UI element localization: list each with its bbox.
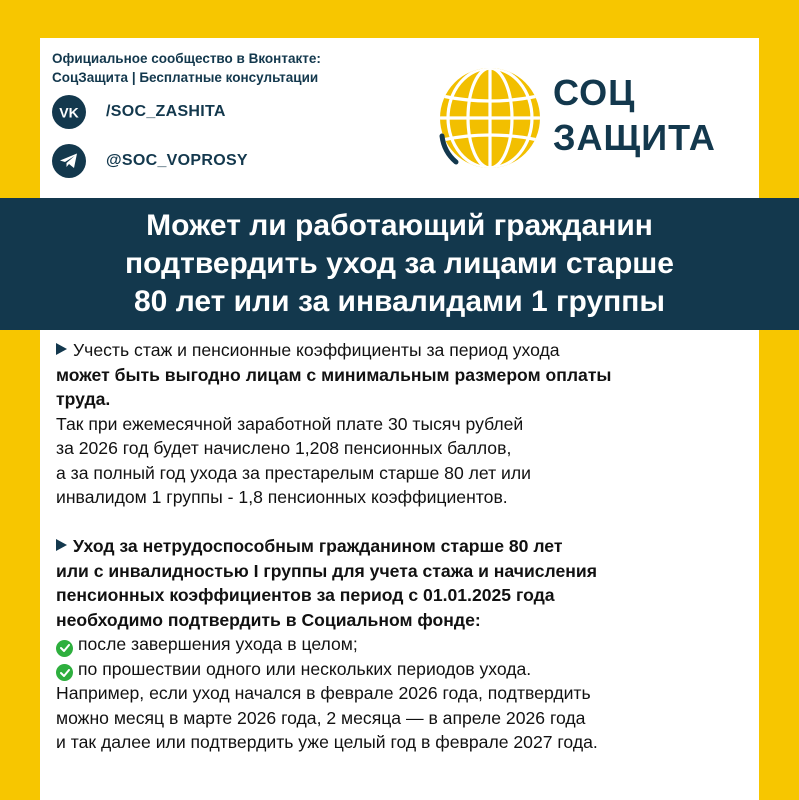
vk-icon bbox=[52, 95, 86, 129]
bullet-arrow-icon bbox=[56, 343, 67, 355]
paragraph-3-line: Например, если уход начался в феврале 2026 года, подтвердить bbox=[56, 683, 591, 703]
paragraph-3-line: можно месяц в марте 2026 года, 2 месяца — в апреле 2026 года bbox=[56, 707, 586, 728]
logo-wordmark bbox=[553, 70, 716, 160]
paragraph-3-line: и так далее или подтвердить уже целый год в феврале 2027 года. bbox=[56, 732, 598, 752]
bullet-arrow-icon bbox=[56, 539, 67, 551]
paragraph-2-line: или с инвалидностью I группы для учета стажа и начисления bbox=[56, 560, 597, 581]
text-run: Уход за нетрудоспособным гражданином старше 80 лет bbox=[73, 536, 563, 556]
title-banner bbox=[0, 198, 799, 330]
telegram-link[interactable] bbox=[52, 144, 248, 178]
vk-link[interactable] bbox=[52, 95, 226, 129]
vk-handle: /SOC_ZASHITA bbox=[106, 103, 226, 120]
paragraph-2-line: пенсионных коэффициентов за период с 01.01.2025 года bbox=[56, 585, 555, 605]
logo-line-2: ЗАЩИТА bbox=[553, 117, 716, 158]
community-line-1: Официальное сообщество в Вконтакте: bbox=[52, 51, 321, 66]
article-body bbox=[56, 338, 768, 755]
paragraph-1-line: инвалидом 1 группы - 1,8 пенсионных коэффициентов. bbox=[56, 487, 508, 507]
paragraph-1 bbox=[56, 338, 768, 510]
checklist bbox=[56, 632, 768, 681]
text-run: Учесть стаж и пенсионные коэффициенты за период ухода bbox=[73, 340, 560, 360]
paragraph-1-line: за 2026 год будет начислено 1,208 пенсионных баллов, bbox=[56, 438, 512, 458]
community-line-2: СоцЗащита | Бесплатные консультации bbox=[52, 70, 319, 85]
paragraph-2-line bbox=[56, 534, 768, 559]
paragraph-1-line: может быть выгодно лицам с минимальным размером оплаты bbox=[56, 364, 612, 385]
community-info bbox=[52, 49, 422, 87]
telegram-handle: @SOC_VOPROSY bbox=[106, 152, 248, 169]
paragraph-1-line bbox=[56, 338, 768, 363]
paragraph-1-line: а за полный год ухода за престарелым старше 80 лет или bbox=[56, 462, 531, 483]
text-run: по прошествии одного или нескольких периодов ухода. bbox=[78, 658, 532, 679]
check-circle-icon bbox=[56, 640, 73, 657]
checklist-item bbox=[56, 657, 768, 682]
globe-logo-icon bbox=[438, 66, 542, 170]
check-circle-icon bbox=[56, 664, 73, 681]
checklist-item bbox=[56, 632, 768, 657]
paragraph-2 bbox=[56, 534, 768, 632]
telegram-icon bbox=[52, 144, 86, 178]
paragraph-gap bbox=[56, 510, 768, 535]
text-run: после завершения ухода в целом; bbox=[78, 634, 358, 654]
paragraph-2-line: необходимо подтвердить в Социальном фонде: bbox=[56, 609, 481, 630]
paragraph-3 bbox=[56, 681, 768, 755]
logo-line-1: СОЦ bbox=[553, 72, 636, 113]
banner-line-1: Может ли работающий гражданин bbox=[146, 209, 653, 242]
svg-text:VK: VK bbox=[59, 105, 79, 119]
paragraph-1-line: Так при ежемесячной заработной плате 30 тысяч рублей bbox=[56, 413, 524, 434]
paragraph-1-line: труда. bbox=[56, 389, 111, 409]
banner-line-3: 80 лет или за инвалидами 1 группы bbox=[134, 285, 665, 318]
banner-line-2: подтвердить уход за лицами старше bbox=[125, 247, 674, 280]
